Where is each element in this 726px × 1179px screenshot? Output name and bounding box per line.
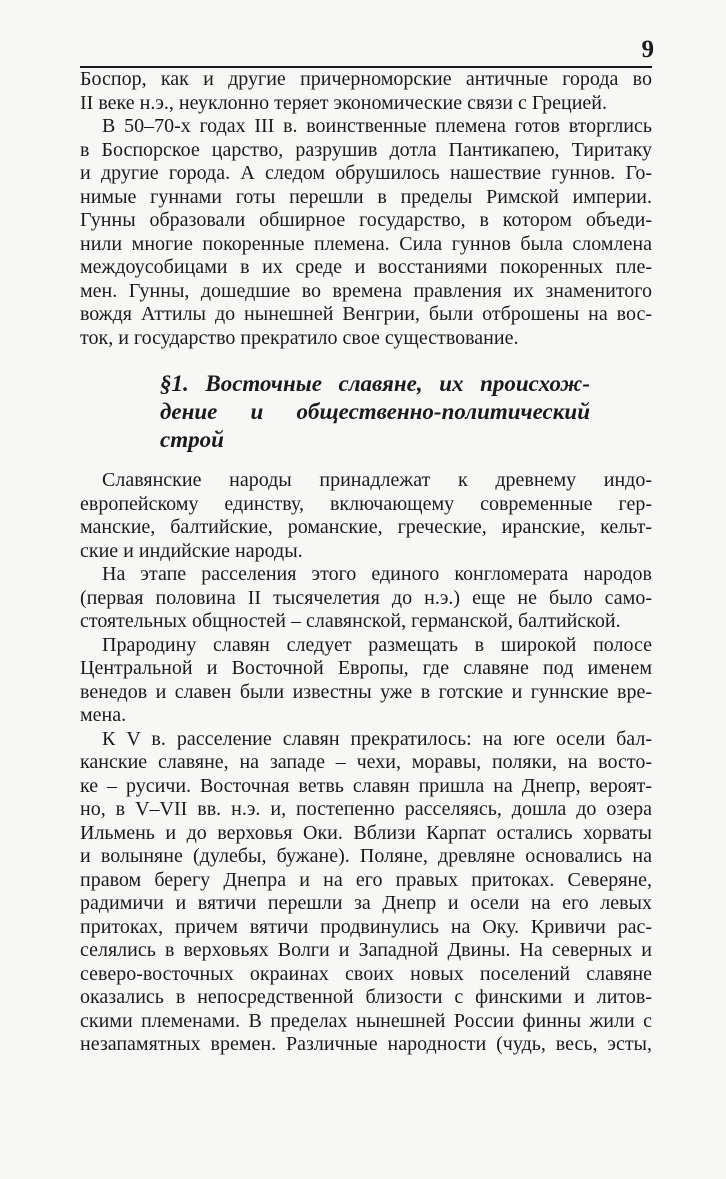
text-line: Славянские народы принадлежат к древнему индо- [102, 469, 652, 491]
text-line: нимые гуннами готы перешли в пределы Римской империи. [80, 185, 652, 208]
text-line: (первая половина II тысячелетия до н.э.) еще не было само- [80, 586, 652, 609]
text-line: В 50–70-х годах III в. воинственные племена готов вторглись [102, 115, 652, 137]
text-line: но, в V–VII вв. н.э. и, постепенно расселяясь, дошла до озера [80, 798, 652, 820]
text-line: европейскому единству, включающему современные гер- [80, 492, 652, 515]
text-line: ке – русичи. Восточная ветвь славян пришла на Днепр, вероят- [80, 774, 652, 797]
text-line: северо-восточных окраинах своих новых поселений славяне [80, 962, 652, 985]
text-line: радимичи и вятичи перешли за Днепр и осели на его левых [80, 892, 652, 914]
text-line: междоусобицами в их среде и восстаниями покоренных пле- [80, 256, 652, 278]
text-line: правом берегу Днепра и на его правых притоках. Северяне, [80, 868, 652, 891]
text-line: канские славяне, на западе – чехи, моравы, поляки, на восто- [80, 751, 652, 773]
text-line: и волыняне (дулебы, бужане). Поляне, древляне основались на [80, 845, 652, 867]
text-line: и другие города. А следом обрушилось нашествие гуннов. Го- [80, 162, 652, 184]
page-number: 9 [641, 36, 654, 63]
text-line: манские, балтийские, романские, греческие, иранские, кельт- [80, 516, 652, 538]
text-line: ток, и государство прекратило свое существование. [80, 326, 519, 349]
text-line: мен. Гунны, дошедшие во времена правления их знаменитого [80, 279, 652, 302]
heading-line: §1. Восточные славяне, их происхож- [160, 371, 590, 396]
intro-text [80, 68, 652, 350]
text-line: в Боспорское царство, разрушив дотла Пантикапею, Тиритаку [80, 138, 652, 161]
text-line: мена. [80, 704, 127, 726]
text-line: Ильмень и до верховья Оки. Вблизи Карпат остались хорваты [80, 821, 652, 844]
text-line: ские и индийские народы. [80, 539, 303, 562]
text-line: К V в. расселение славян прекратилось: на юге осели бал- [102, 727, 652, 750]
text-line: II веке н.э., неуклонно теряет экономические связи с Грецией. [80, 91, 608, 114]
text-line: притоках, причем вятичи продвинулись на Оку. Кривичи рас- [80, 915, 652, 938]
text-line: Гунны образовали обширное государство, в котором объеди- [80, 209, 652, 231]
heading-line: дение и общественно-политический [160, 399, 590, 424]
section-heading [160, 370, 590, 454]
text-line: нили многие покоренные племена. Сила гуннов была сломлена [80, 232, 652, 255]
text-line: На этапе расселения этого единого конгломерата народов [102, 563, 652, 585]
body-text [80, 469, 652, 1057]
text-line: скими племенами. В пределах нынешней России финны жили с [80, 1009, 652, 1032]
text-line: Боспор, как и другие причерноморские античные города во [80, 68, 652, 90]
text-line: вождя Аттилы до нынешней Венгрии, были отброшены на вос- [80, 303, 652, 325]
text-line: селялись в верховьях Волги и Западной Двины. На северных и [80, 939, 652, 961]
text-line: незапамятных времен. Различные народности (чудь, весь, эсты, [80, 1033, 652, 1055]
text-line: Центральной и Восточной Европы, где славяне под именем [80, 657, 652, 679]
text-line: стоятельных общностей – славянской, германской, балтийской. [80, 610, 621, 632]
text-line: Прародину славян следует размещать в широкой полосе [102, 633, 652, 656]
text-line: венедов и славен были известны уже в готские и гуннские вре- [80, 680, 652, 703]
heading-line: строй [160, 427, 224, 452]
text-line: оказались в непосредственной близости с финскими и литов- [80, 986, 652, 1008]
